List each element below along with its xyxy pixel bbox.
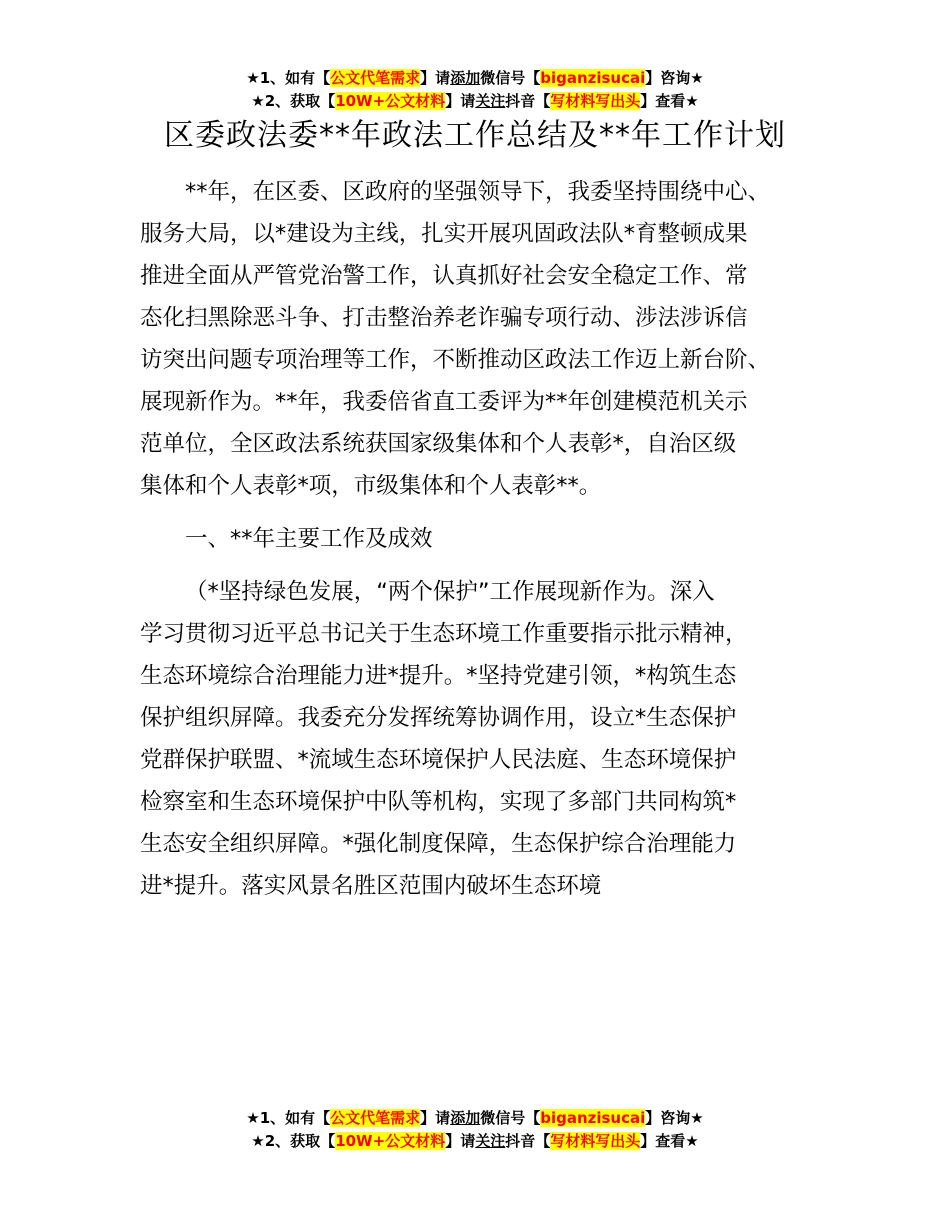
text-line: 展现新作为。**年，我委倍省直工委评为**年创建模范机关示	[140, 389, 748, 415]
text-line: 生态安全组织屏障。*强化制度保障，生态保护综合治理能力	[140, 831, 737, 857]
document-title: 区委政法委**年政法工作总结及**年工作计划	[164, 118, 786, 153]
banner-highlight: 公文代笔需求	[330, 69, 421, 87]
section-heading	[140, 518, 820, 560]
banner-highlight: 写材料写出头	[550, 92, 641, 110]
banner-line-2	[0, 1130, 950, 1153]
banner-highlight: 10W+公文材料	[335, 1132, 446, 1150]
banner-text: 微信号【	[480, 1109, 541, 1127]
text-line: 范单位，全区政法系统获国家级集体和个人表彰*，自治区级	[140, 431, 737, 457]
banner-underline: 添加	[450, 69, 481, 87]
text-line: 检察室和生态环境保护中队等机构，实现了多部门共同构筑*	[140, 789, 737, 815]
banner-line-2	[0, 90, 950, 113]
banner-text: 】请	[445, 1132, 476, 1150]
banner-text: ★2、获取【	[251, 1132, 336, 1150]
text-line: 进*提升。落实风景名胜区范围内破坏生态环境	[140, 873, 602, 899]
banner-line-1	[0, 67, 950, 90]
banner-underline: 添加	[450, 1109, 481, 1127]
banner-text: 】咨询★	[645, 1109, 704, 1127]
banner-underline: 关注	[475, 1132, 506, 1150]
banner-text: 抖音【	[505, 1132, 551, 1150]
paragraph-1	[140, 171, 820, 507]
banner-highlight: 公文代笔需求	[330, 1109, 421, 1127]
text-line: 服务大局，以*建设为主线，扎实开展巩固政法队*育整顿成果	[140, 221, 748, 247]
banner-text: 】请	[445, 92, 476, 110]
banner-text: 】请	[420, 69, 451, 87]
banner-text: 】请	[420, 1109, 451, 1127]
text-line: 推进全面从严管党治警工作，认真抓好社会安全稳定工作、常	[140, 263, 748, 289]
banner-text: ★1、如有【	[246, 69, 331, 87]
banner-text: ★2、获取【	[251, 92, 336, 110]
text-line: 态化扫黑除恶斗争、打击整治养老诈骗专项行动、涉法涉诉信	[140, 305, 748, 331]
heading-text: 一、**年主要工作及成效	[185, 526, 433, 552]
banner-text: ★1、如有【	[246, 1109, 331, 1127]
text-line: **年，在区委、区政府的坚强领导下，我委坚持围绕中心、	[185, 179, 771, 205]
banner-text: 微信号【	[480, 69, 541, 87]
text-line: 访突出问题专项治理等工作，不断推动区政法工作迈上新台阶、	[140, 347, 771, 373]
banner-line-1	[0, 1107, 950, 1130]
top-banner	[0, 67, 950, 113]
banner-highlight: biganzisucai	[540, 69, 646, 87]
banner-underline: 关注	[475, 92, 506, 110]
text-line: 集体和个人表彰*项，市级集体和个人表彰**。	[140, 473, 602, 499]
text-line: 保护组织屏障。我委充分发挥统筹协调作用，设立*生态保护	[140, 705, 737, 731]
text-line: 生态环境综合治理能力进*提升。*坚持党建引领，*构筑生态	[140, 663, 737, 689]
text-line: （*坚持绿色发展，“两个保护”工作展现新作为。深入	[185, 579, 715, 605]
banner-text: 抖音【	[505, 92, 551, 110]
banner-text: 】查看★	[640, 1132, 699, 1150]
banner-highlight: 10W+公文材料	[335, 92, 446, 110]
banner-highlight: 写材料写出头	[550, 1132, 641, 1150]
banner-highlight: biganzisucai	[540, 1109, 646, 1127]
banner-text: 】咨询★	[645, 69, 704, 87]
bottom-banner	[0, 1107, 950, 1153]
banner-text: 】查看★	[640, 92, 699, 110]
document-body	[140, 171, 820, 907]
paragraph-2	[140, 571, 820, 907]
text-line: 党群保护联盟、*流域生态环境保护人民法庭、生态环境保护	[140, 747, 737, 773]
text-line: 学习贯彻习近平总书记关于生态环境工作重要指示批示精神，	[140, 621, 748, 647]
